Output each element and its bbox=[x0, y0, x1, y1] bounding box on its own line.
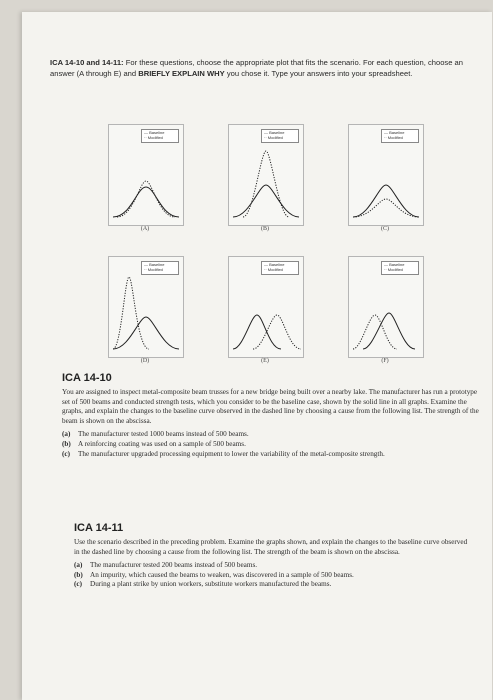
ica-14-11-title: ICA 14-11 bbox=[74, 522, 124, 534]
list-item bbox=[74, 561, 474, 571]
graph-grid bbox=[108, 124, 448, 384]
graph-legend: — Baseline ·· Modified bbox=[381, 261, 419, 275]
graph-label-b: (B) bbox=[261, 226, 269, 232]
legend-baseline: Baseline bbox=[269, 130, 285, 135]
legend-modified: Modified bbox=[387, 267, 403, 272]
legend-modified: Modified bbox=[267, 135, 283, 140]
list-item bbox=[74, 580, 474, 590]
legend-baseline: Baseline bbox=[389, 130, 405, 135]
option-text: The manufacturer tested 200 beams instead of 500 beams. bbox=[90, 561, 258, 570]
graph-label-e: (E) bbox=[261, 358, 269, 364]
ica-14-11-section bbox=[74, 522, 474, 590]
legend-modified: Modified bbox=[147, 135, 163, 140]
ica-14-10-body: You are assigned to inspect metal-composite beam trusses for a new bridge being built over a nearby lake. The manufacturer has run a prototype set of 500 beams and conducted strength tests, which you consider to be the baseline case, shown by the solid line in all graphs. Examine the graphs, and explain the changes to the baseline curve observed in the dashed line by choosing a cause from the following list. The strength of the beam is shown on the abscissa. bbox=[62, 388, 479, 425]
graph-d bbox=[108, 256, 184, 358]
instructions-heading: ICA 14-10 and 14-11: bbox=[50, 58, 124, 67]
list-item bbox=[62, 450, 480, 460]
graph-legend: — Baseline ·· Modified bbox=[141, 129, 179, 143]
graph-e-plot bbox=[229, 257, 303, 357]
option-text: The manufacturer tested 1000 beams instead of 500 beams. bbox=[78, 430, 249, 439]
legend-baseline: Baseline bbox=[149, 130, 165, 135]
option-text: The manufacturer upgraded processing equipment to lower the variability of the metal-composite strength. bbox=[78, 449, 385, 458]
graph-label-f: (F) bbox=[381, 358, 389, 364]
graph-f-plot bbox=[349, 257, 423, 357]
instructions-emphasis: BRIEFLY EXPLAIN WHY bbox=[138, 68, 225, 78]
option-key: (b) bbox=[74, 570, 83, 579]
ica-14-10-options bbox=[62, 430, 480, 459]
legend-baseline: Baseline bbox=[389, 262, 405, 267]
graph-c bbox=[348, 124, 424, 226]
list-item bbox=[62, 430, 480, 440]
list-item bbox=[62, 440, 480, 450]
graph-c-plot bbox=[349, 125, 423, 225]
ica-14-10-title: ICA 14-10 bbox=[62, 372, 112, 384]
option-key: (b) bbox=[62, 439, 71, 448]
option-key: (c) bbox=[62, 449, 70, 458]
ica-14-11-options bbox=[74, 561, 474, 590]
document-page bbox=[22, 12, 492, 700]
graph-legend: — Baseline ·· Modified bbox=[141, 261, 179, 275]
instructions-text-2: you chose it. Type your answers into your spreadsheet. bbox=[224, 68, 413, 78]
list-item bbox=[74, 571, 474, 581]
graph-label-a: (A) bbox=[140, 226, 150, 232]
option-key: (c) bbox=[74, 580, 82, 589]
legend-baseline: Baseline bbox=[149, 262, 165, 267]
instructions-text: For these questions, choose the appropriate plot that fits the scenario. For each question, choose an answer (A through E) and bbox=[50, 58, 463, 78]
graph-legend: — Baseline ·· Modified bbox=[261, 129, 299, 143]
legend-modified: Modified bbox=[147, 267, 163, 272]
ica-14-10-section bbox=[62, 372, 480, 459]
graph-d-plot bbox=[109, 257, 183, 357]
graph-b bbox=[228, 124, 304, 226]
option-text: During a plant strike by union workers, substitute workers manufactured the beams. bbox=[90, 580, 332, 589]
graph-a bbox=[108, 124, 184, 226]
option-key: (a) bbox=[74, 561, 83, 570]
graph-f bbox=[348, 256, 424, 358]
graph-a-plot bbox=[109, 125, 183, 225]
option-text: An impurity, which caused the beams to weaken, was discovered in a sample of 500 beams. bbox=[90, 570, 354, 579]
graph-e bbox=[228, 256, 304, 358]
option-key: (a) bbox=[62, 430, 71, 439]
legend-modified: Modified bbox=[267, 267, 283, 272]
legend-modified: Modified bbox=[387, 135, 403, 140]
graph-label-c: (C) bbox=[381, 226, 389, 232]
instructions bbox=[50, 58, 480, 79]
option-text: A reinforcing coating was used on a sample of 500 beams. bbox=[78, 439, 246, 448]
legend-baseline: Baseline bbox=[269, 262, 285, 267]
graph-label-d: (D) bbox=[140, 358, 150, 364]
graph-legend: — Baseline ·· Modified bbox=[381, 129, 419, 143]
ica-14-11-body: Use the scenario described in the preceding problem. Examine the graphs shown, and explain the changes to the baseline curve observed in the dashed line by choosing a cause from the following list. The strength of the beam is shown on the abscissa. bbox=[74, 538, 468, 556]
graph-legend: — Baseline ·· Modified bbox=[261, 261, 299, 275]
graph-b-plot bbox=[229, 125, 303, 225]
